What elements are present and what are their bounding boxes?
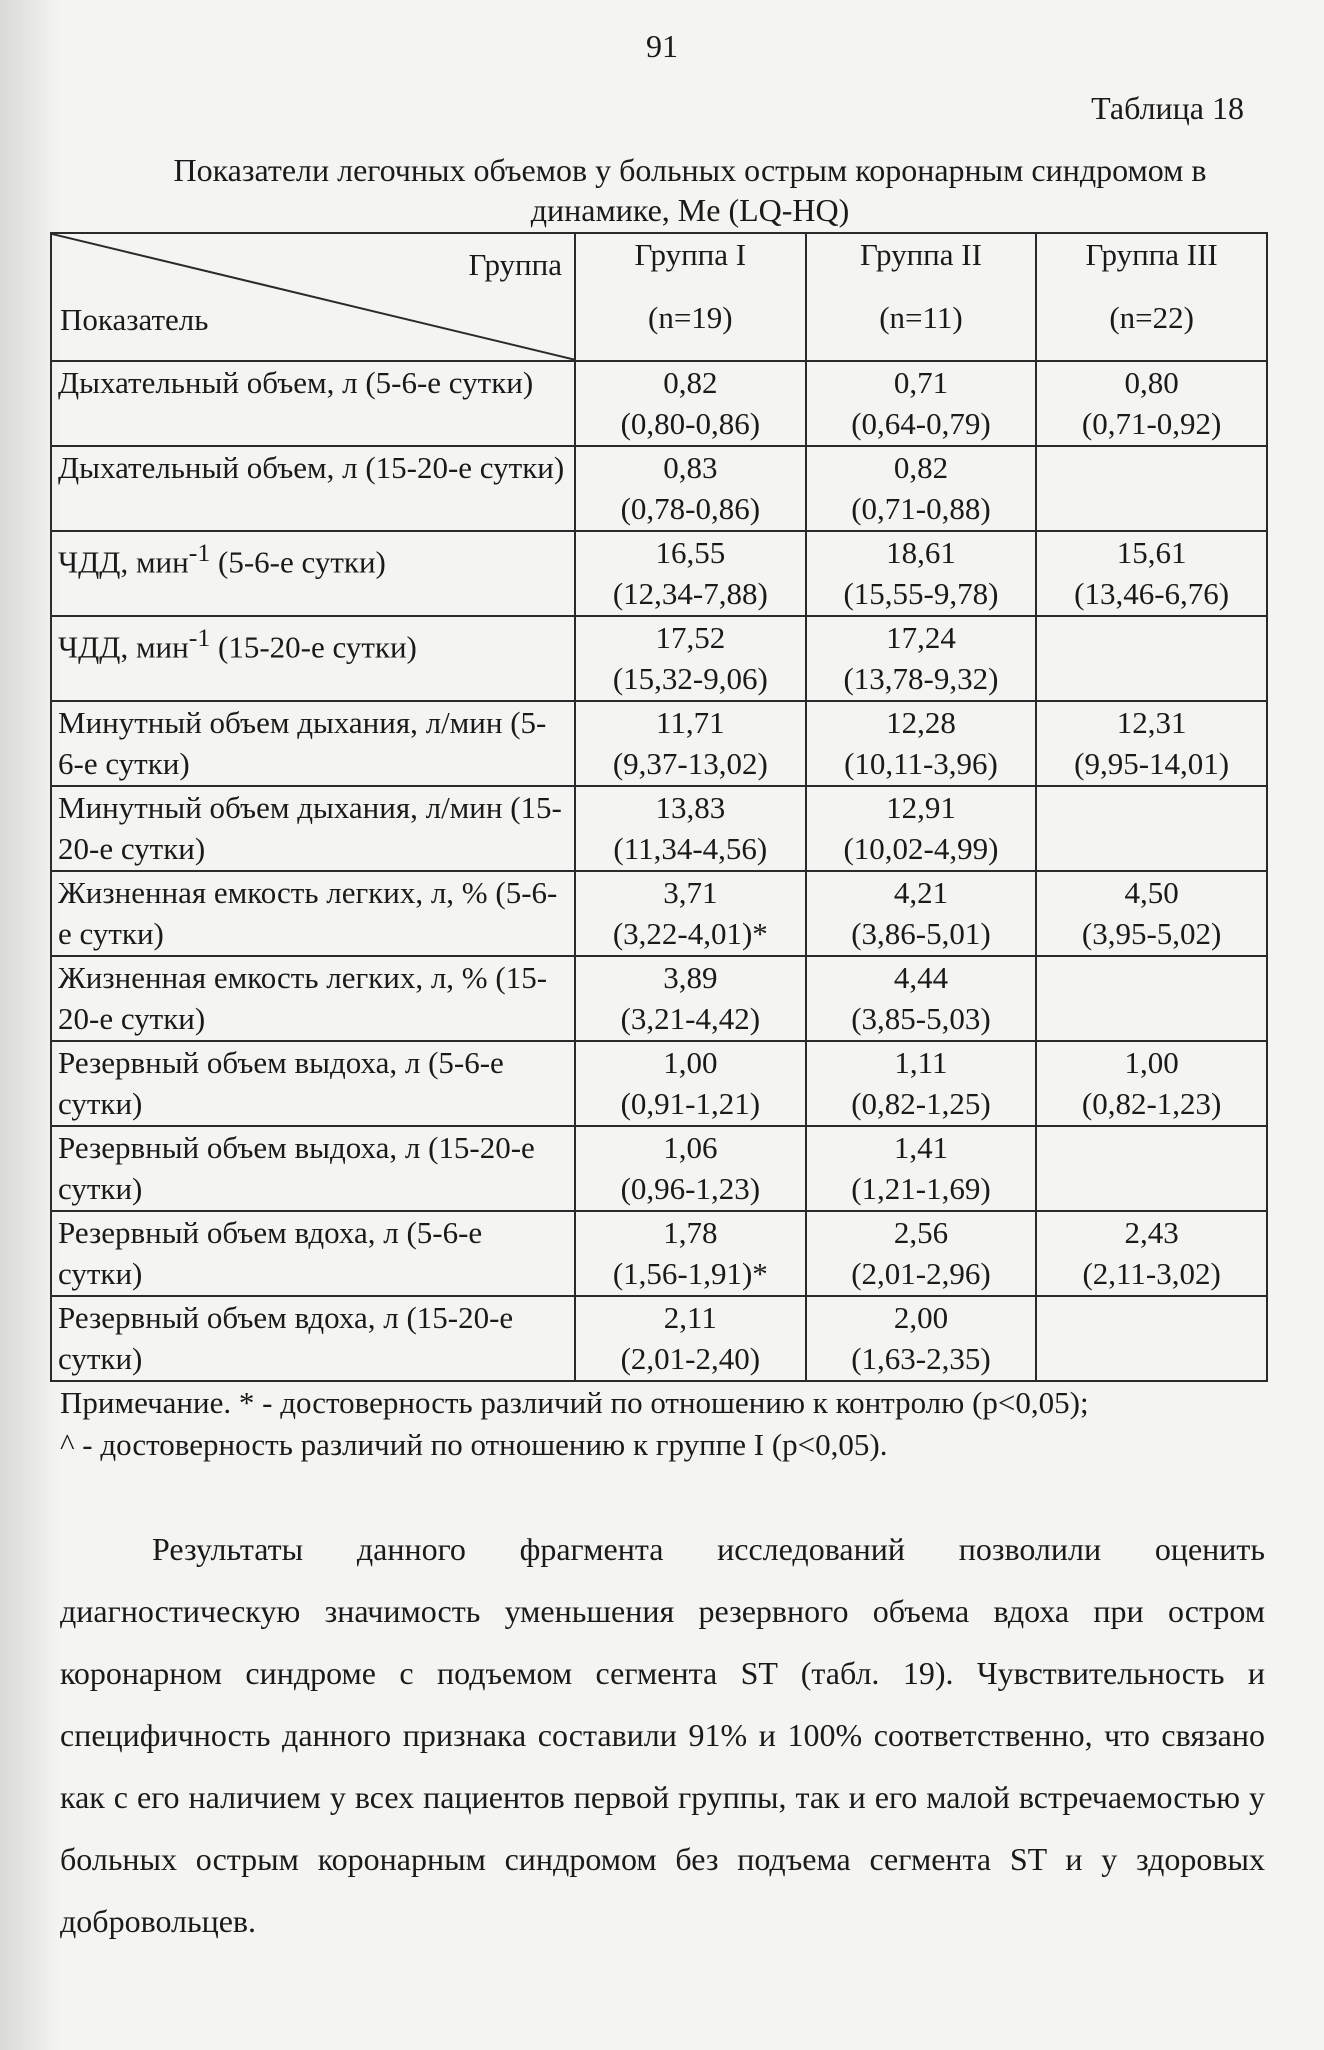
value-cell [575, 446, 806, 531]
median-value: 1,06 [663, 1130, 718, 1165]
corner-label-group: Группа [468, 247, 562, 282]
table-row [51, 1126, 1267, 1211]
note-line: Примечание. * - достоверность различий по отношению к контролю (p<0,05); [60, 1385, 1089, 1420]
range-value: (0,78-0,86) [620, 491, 761, 526]
value-cell [806, 956, 1037, 1041]
group-count: (n=22) [1109, 300, 1194, 335]
value-cell [1036, 1211, 1267, 1296]
median-value: 12,91 [886, 790, 956, 825]
median-value: 2,56 [893, 1215, 949, 1250]
group-header-3 [1036, 233, 1267, 361]
median-value: 0,71 [893, 365, 949, 400]
value-cell [575, 1296, 806, 1381]
value-cell-empty [1036, 956, 1267, 1041]
range-value: (1,56-1,91)* [612, 1256, 768, 1291]
median-value: 12,28 [886, 705, 956, 740]
table-row [51, 956, 1267, 1041]
range-value: (0,82-1,25) [851, 1086, 991, 1121]
range-value: (12,34-7,88) [612, 576, 768, 611]
value-cell [806, 446, 1037, 531]
median-value: 4,21 [893, 875, 949, 910]
indicator-text: (15-20-е сутки) [210, 629, 417, 665]
table-row [51, 1296, 1267, 1381]
value-cell [806, 1296, 1037, 1381]
range-value: (9,37-13,02) [612, 746, 768, 781]
range-value: (3,95-5,02) [1081, 916, 1222, 951]
range-value: (0,82-1,23) [1081, 1086, 1222, 1121]
median-value: 1,11 [894, 1045, 948, 1080]
range-value: (0,91-1,21) [620, 1086, 761, 1121]
indicator-cell: Дыхательный объем, л (15-20-е сутки) [51, 446, 575, 531]
median-value: 2,00 [893, 1300, 949, 1335]
indicator-text: (5-6-е сутки) [210, 544, 386, 580]
range-value: (10,02-4,99) [843, 831, 999, 866]
indicator-cell: Жизненная емкость легких, л, % (15-20-е сутки) [51, 956, 575, 1041]
range-value: (9,95-14,01) [1074, 746, 1230, 781]
value-cell [575, 871, 806, 956]
range-value: (3,86-5,01) [851, 916, 991, 951]
range-value: (3,22-4,01)* [612, 916, 768, 951]
table-row [51, 446, 1267, 531]
indicator-cell: Резервный объем выдоха, л (5-6-е сутки) [51, 1041, 575, 1126]
range-value: (0,96-1,23) [620, 1171, 761, 1206]
value-cell [806, 1126, 1037, 1211]
value-cell [1036, 531, 1267, 616]
range-value: (10,11-3,96) [844, 746, 998, 781]
median-value: 17,52 [655, 620, 726, 655]
body-paragraph: Результаты данного фрагмента исследований позволили оценить диагностическую значимость уменьшения резервного объема вдоха при остром коронарном синдроме с подъемом сегмента ST (табл. 19). Чувствительность и специфичность данного признака составили 91% и 100% соответственно, что связано как с его наличием у всех пациентов первой группы, так и его малой встречаемостью у больных острым коронарным синдромом без подъема сегмента ST и у здоровых добровольцев. [60, 1531, 1265, 1939]
range-value: (15,55-9,78) [843, 576, 999, 611]
table-row [51, 361, 1267, 446]
value-cell [806, 1211, 1037, 1296]
value-cell [1036, 871, 1267, 956]
table-row [51, 786, 1267, 871]
range-value: (2,11-3,02) [1082, 1256, 1221, 1291]
median-value: 1,41 [893, 1130, 949, 1165]
table-row [51, 701, 1267, 786]
indicator-text: ЧДД, мин [58, 544, 189, 580]
value-cell [806, 1041, 1037, 1126]
indicator-cell: Резервный объем вдоха, л (5-6-е сутки) [51, 1211, 575, 1296]
value-cell [806, 871, 1037, 956]
value-cell [806, 361, 1037, 446]
median-value: 1,00 [1124, 1045, 1179, 1080]
value-cell-empty [1036, 786, 1267, 871]
indicator-cell: Резервный объем вдоха, л (15-20-е сутки) [51, 1296, 575, 1381]
range-value: (11,34-4,56) [613, 831, 768, 866]
indicator-superscript: -1 [188, 623, 211, 652]
indicator-cell: Дыхательный объем, л (5-6-е сутки) [51, 361, 575, 446]
median-value: 15,61 [1116, 535, 1187, 570]
range-value: (3,85-5,03) [851, 1001, 991, 1036]
range-value: (2,01-2,40) [620, 1341, 761, 1376]
value-cell [806, 701, 1037, 786]
value-cell [806, 616, 1037, 701]
table-row [51, 1041, 1267, 1126]
indicator-cell: Жизненная емкость легких, л, % (5-6-е сутки) [51, 871, 575, 956]
indicator-cell: Минутный объем дыхания, л/мин (15-20-е сутки) [51, 786, 575, 871]
median-value: 18,61 [886, 535, 956, 570]
value-cell [1036, 701, 1267, 786]
median-value: 1,78 [663, 1215, 718, 1250]
median-value: 2,43 [1124, 1215, 1179, 1250]
value-cell [806, 531, 1037, 616]
group-name: Группа I [634, 237, 747, 272]
indicator-cell: Минутный объем дыхания, л/мин (5-6-е сутки) [51, 701, 575, 786]
group-header-2 [806, 233, 1037, 361]
range-value: (15,32-9,06) [612, 661, 768, 696]
table-label: Таблица 18 [1091, 90, 1244, 126]
corner-header-cell [51, 233, 575, 361]
table-header-row [51, 233, 1267, 361]
range-value: (0,71-0,88) [851, 491, 991, 526]
range-value: (1,63-2,35) [851, 1341, 991, 1376]
median-value: 1,00 [663, 1045, 718, 1080]
note-line: ^ - достоверность различий по отношению к группе I (p<0,05). [60, 1427, 888, 1462]
page-number: 91 [646, 28, 678, 64]
value-cell-empty [1036, 1126, 1267, 1211]
median-value: 2,11 [663, 1300, 717, 1335]
indicator-cell: Резервный объем выдоха, л (15-20-е сутки) [51, 1126, 575, 1211]
value-cell [1036, 1041, 1267, 1126]
range-value: (0,71-0,92) [1081, 406, 1222, 441]
indicator-cell [51, 531, 575, 616]
table-note [60, 1382, 1280, 1466]
value-cell-empty [1036, 616, 1267, 701]
group-name: Группа II [860, 237, 982, 272]
median-value: 0,83 [663, 450, 718, 485]
value-cell [575, 1041, 806, 1126]
indicator-text: ЧДД, мин [58, 629, 189, 665]
median-value: 4,50 [1124, 875, 1179, 910]
group-name: Группа III [1085, 237, 1218, 272]
table-row [51, 616, 1267, 701]
lung-volumes-table [50, 232, 1268, 1382]
value-cell [575, 1126, 806, 1211]
value-cell [575, 531, 806, 616]
median-value: 0,80 [1124, 365, 1179, 400]
range-value: (13,78-9,32) [843, 661, 999, 696]
value-cell [575, 786, 806, 871]
table-row [51, 1211, 1267, 1296]
value-cell-empty [1036, 446, 1267, 531]
corner-label-indicator: Показатель [60, 302, 209, 337]
group-header-1 [575, 233, 806, 361]
median-value: 0,82 [893, 450, 949, 485]
median-value: 0,82 [663, 365, 718, 400]
median-value: 12,31 [1116, 705, 1187, 740]
table-row [51, 871, 1267, 956]
value-cell [806, 786, 1037, 871]
value-cell-empty [1036, 1296, 1267, 1381]
group-count: (n=11) [879, 300, 963, 335]
median-value: 11,71 [656, 705, 725, 740]
value-cell [1036, 361, 1267, 446]
median-value: 16,55 [655, 535, 726, 570]
range-value: (0,64-0,79) [851, 406, 991, 441]
range-value: (2,01-2,96) [851, 1256, 991, 1291]
value-cell [575, 616, 806, 701]
value-cell [575, 701, 806, 786]
range-value: (0,80-0,86) [620, 406, 761, 441]
value-cell [575, 361, 806, 446]
table-row [51, 531, 1267, 616]
range-value: (3,21-4,42) [620, 1001, 761, 1036]
median-value: 4,44 [893, 960, 949, 995]
median-value: 3,89 [663, 960, 718, 995]
indicator-superscript: -1 [188, 538, 211, 567]
median-value: 3,71 [663, 875, 718, 910]
median-value: 17,24 [886, 620, 956, 655]
group-count: (n=19) [648, 300, 733, 335]
value-cell [575, 1211, 806, 1296]
range-value: (13,46-6,76) [1074, 576, 1230, 611]
value-cell [575, 956, 806, 1041]
indicator-cell [51, 616, 575, 701]
median-value: 13,83 [655, 790, 726, 825]
range-value: (1,21-1,69) [851, 1171, 991, 1206]
table-title: Показатели легочных объемов у больных острым коронарным синдромом в динамике, Me (LQ-HQ) [173, 152, 1207, 228]
